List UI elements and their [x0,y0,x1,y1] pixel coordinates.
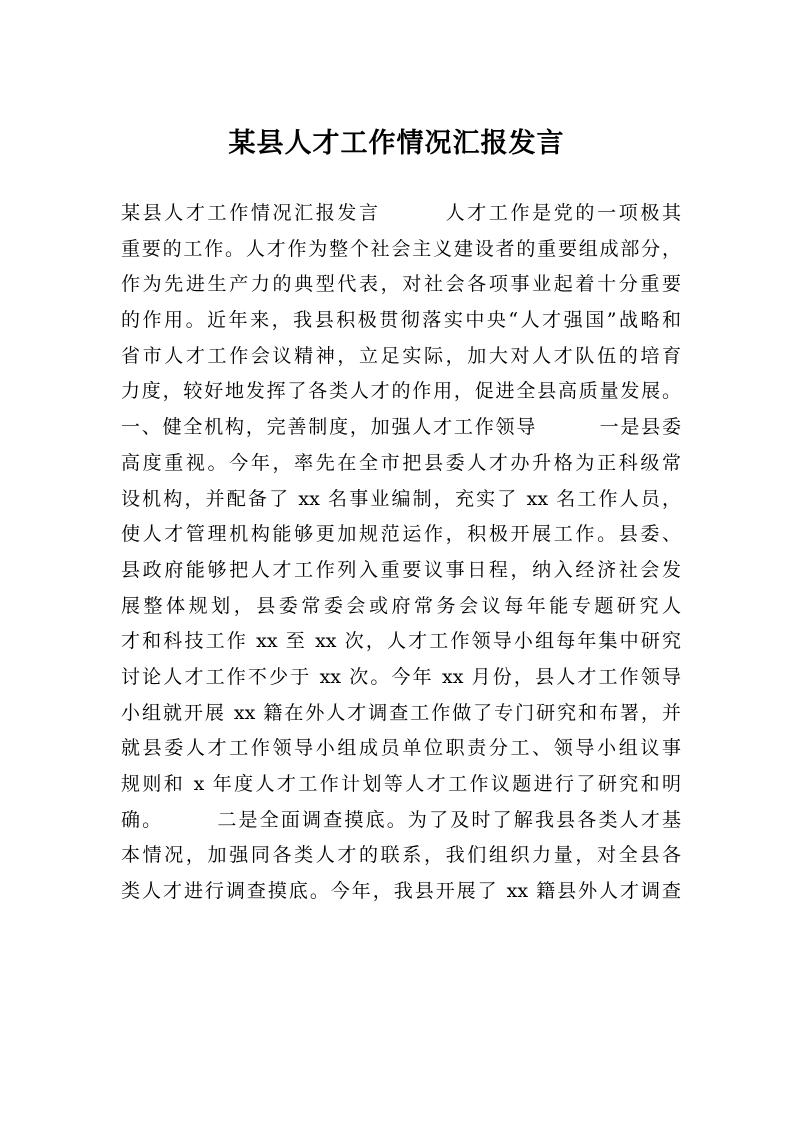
body-line: 规则和 x 年度人才工作计划等人才工作议题进行了研究和明 [121,773,681,795]
body-line: 一、健全机构，完善制度，加强人才工作领导 一是县委 [121,416,681,439]
body-line: 就县委人才工作领导小组成员单位职责分工、领导小组议事 [121,737,681,760]
body-line: 的作用。近年来，我县积极贯彻落实中央“人才强国”战略和 [121,309,681,332]
body-line: 使人才管理机构能够更加规范运作，积极开展工作。县委、 [121,523,681,546]
body-line: 某县人才工作情况汇报发言 人才工作是党的一项极其 [121,202,681,224]
body-line: 类人才进行调查摸底。今年，我县开展了 xx 籍县外人才调查 [121,880,681,903]
body-line: 省市人才工作会议精神，立足实际，加大对人才队伍的培育 [121,344,681,367]
body-line: 设机构，并配备了 xx 名事业编制，充实了 xx 名工作人员， [121,487,681,510]
body-line: 讨论人才工作不少于 xx 次。今年 xx 月份，县人才工作领导 [121,665,681,688]
body-line: 小组就开展 xx 籍在外人才调查工作做了专门研究和布署，并 [121,701,681,724]
body-line: 县政府能够把人才工作列入重要议事日程，纳入经济社会发 [121,558,681,581]
body-line: 作为先进生产力的典型代表，对社会各项事业起着十分重要 [121,273,681,296]
body-line: 展整体规划，县委常委会或府常务会议每年能专题研究人 [121,594,681,617]
body-line: 力度，较好地发挥了各类人才的作用，促进全县高质量发展。 [121,380,681,403]
body-line: 才和科技工作 xx 至 xx 次，人才工作领导小组每年集中研究 [121,630,681,653]
body-line: 高度重视。今年，率先在全市把县委人才办升格为正科级常 [121,451,681,474]
document-body [121,196,681,910]
document-title: 某县人才工作情况汇报发言 [228,128,565,159]
body-line: 确。 二是全面调查摸底。为了及时了解我县各类人才基 [121,808,681,831]
body-line: 本情况，加强同各类人才的联系，我们组织力量，对全县各 [121,844,681,867]
body-line: 重要的工作。人才作为整个社会主义建设者的重要组成部分， [121,237,681,260]
